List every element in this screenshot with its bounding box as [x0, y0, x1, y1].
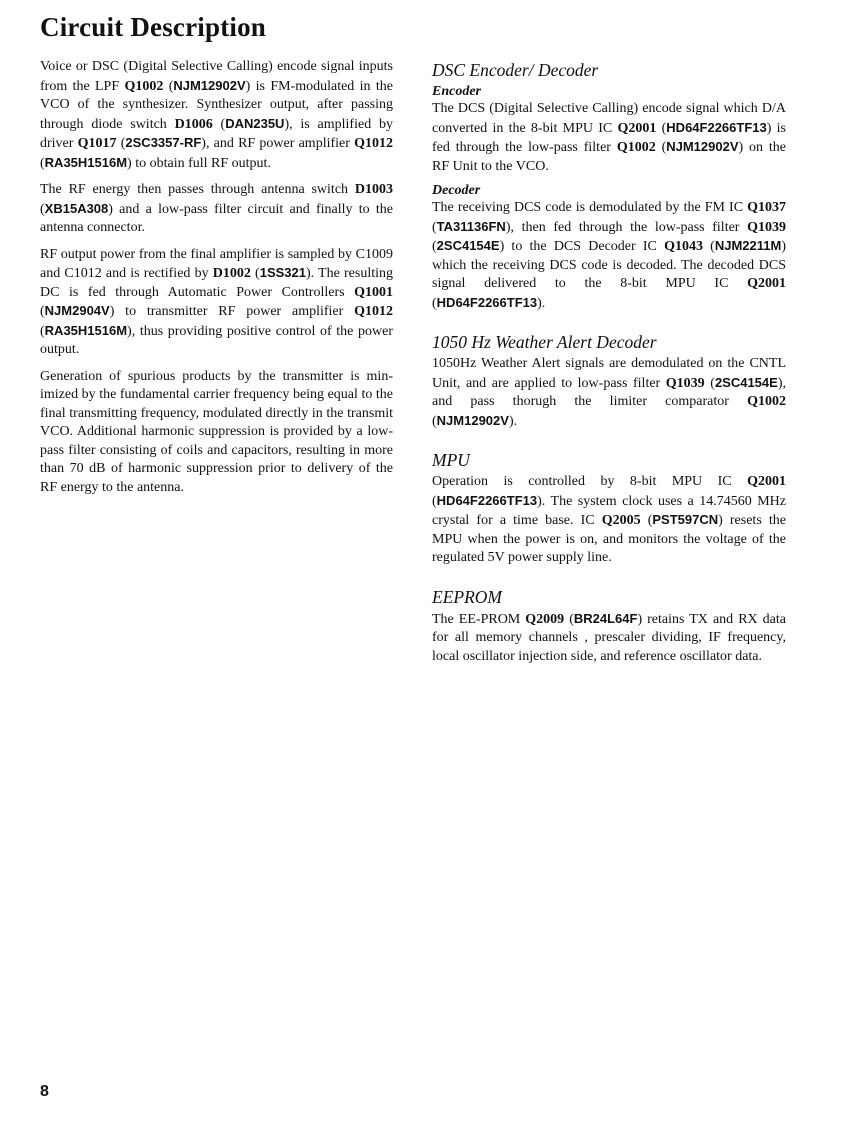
part-number: BR24L64F: [573, 610, 638, 626]
section-title: MPU: [432, 450, 470, 470]
text: (: [250, 266, 260, 281]
subsection-title-decoder: Decoder: [432, 183, 481, 198]
text: ). The system clock uses a 14.74560 MHz crystal for a time base. IC: [432, 493, 786, 528]
text: (: [40, 323, 45, 339]
text: (: [40, 201, 45, 217]
part-ref: D1006: [174, 116, 213, 132]
text: Voice or DSC (Digital Selective Calling) encode signal inputs from the LPF: [40, 59, 393, 94]
part-ref: Q1017: [77, 136, 117, 151]
part-number: NJM2211M: [714, 238, 782, 253]
text: Operation is controlled by 8-bit MPU IC: [432, 474, 748, 489]
part-ref: Q1039: [747, 219, 786, 235]
paragraph-spurious-suppression: Generation of spurious products by the transmitter is minimized by the fundamental carrier frequency being equal to the final transmitting frequency, modulated directly in the transmit VCO. Additional harmonic suppression is provided by a low-pass filter consisting of coils and capacitors, resulting in more than 70 dB of harmonic suppression prior to delivery of the RF energy to the antenna.: [40, 368, 393, 495]
text: RF output power from the final amplifier is sampled by C1009 and C1012 and is rectified by: [40, 246, 393, 281]
part-number: HD64F2266TF13: [436, 294, 538, 310]
part-ref: D1002: [212, 266, 251, 281]
text: The receiving DCS code is demodulated by the FM IC: [432, 200, 748, 215]
text: 1050Hz Weather Alert signals are demodulated on the CNTL Unit, and are applied to low-pass filter: [432, 356, 786, 391]
part-ref: Q2001: [747, 276, 786, 291]
part-ref: Q2001: [617, 120, 657, 136]
text: The EE-PROM: [432, 611, 526, 627]
part-number: HD64F2266TF13: [436, 492, 538, 508]
paragraph-encoder: [432, 100, 786, 176]
text: ) resets the MPU when the power is on, and monitors the voltage of the regulated 5V power supply line.: [432, 513, 786, 565]
left-column: [40, 58, 393, 505]
part-ref: Q1012: [354, 136, 393, 151]
right-column: [432, 59, 786, 684]
paragraph-decoder: [432, 199, 786, 313]
paragraph-antenna-switch: [40, 181, 393, 238]
text: (: [212, 116, 226, 132]
text: (: [40, 155, 45, 171]
text: ) is FM-modulated in the VCO of the synthesizer. Synthesizer output, after passing through diode switch: [40, 78, 393, 132]
part-ref: Q1002: [124, 78, 164, 94]
section-weather-alert-decoder: [432, 331, 786, 431]
part-ref: D1003: [354, 182, 393, 197]
text: (: [432, 219, 437, 235]
text: ) to transmitter RF power amplifier: [109, 304, 355, 319]
text: (: [432, 239, 437, 254]
part-number: 2SC4154E: [436, 238, 500, 253]
section-eeprom: [432, 586, 786, 667]
text: (: [656, 120, 667, 136]
part-number: RA35H1516M: [44, 154, 128, 170]
part-ref: Q1012: [354, 304, 393, 319]
text: ).: [537, 295, 546, 311]
part-number: 2SC4154E: [714, 374, 778, 390]
text: (: [163, 78, 174, 94]
part-ref: Q2001: [747, 474, 786, 489]
text: ) on the RF Unit to the VCO.: [432, 140, 786, 174]
part-number: HD64F2266TF13: [666, 119, 767, 135]
part-number: NJM2904V: [44, 303, 110, 318]
text: ). The resulting DC is fed through Automatic Power Controllers: [40, 266, 393, 300]
part-number: NJM12902V: [173, 77, 246, 93]
text: ), then fed through the low-pass filter: [505, 219, 748, 235]
text: (: [432, 413, 437, 429]
text: ).: [508, 413, 518, 429]
page-title: Circuit Description: [40, 12, 267, 42]
text: (: [116, 136, 126, 151]
section-dsc-encoder-decoder: [432, 59, 786, 313]
part-number: 2SC3357-RF: [125, 135, 202, 150]
text: ), and RF power amplifier: [201, 136, 355, 151]
text: ) and a low-pass filter circuit and finally to the antenna connector.: [40, 201, 393, 235]
part-ref: Q1002: [616, 140, 656, 155]
paragraph-eeprom: [432, 610, 786, 667]
paragraph-weather-alert: [432, 355, 786, 431]
paragraph-mpu: [432, 473, 786, 568]
text: ) is fed through the low-pass filter: [432, 120, 786, 155]
text: (: [40, 304, 45, 319]
paragraph-power-control: [40, 246, 393, 360]
section-title: EEPROM: [432, 586, 502, 607]
part-ref: Q1039: [665, 375, 705, 391]
subsection-title-encoder: Encoder: [432, 84, 481, 99]
text: ), is amplified by driver: [40, 116, 393, 151]
part-number: XB15A308: [44, 200, 109, 216]
text: (: [702, 239, 715, 254]
part-ref: Q1043: [664, 239, 703, 254]
section-title: DSC Encoder/ Decoder: [432, 60, 599, 80]
text: (: [704, 375, 715, 391]
part-ref: Q2005: [601, 513, 641, 528]
part-number: PST597CN: [652, 512, 719, 527]
part-number: TA31136FN: [436, 218, 506, 234]
page-number: 8: [40, 1083, 49, 1100]
text: ) retains TX and RX data for all memory channels , prescaler dividing, IF frequency, local oscillator injection side, and reference oscillator data.: [432, 611, 786, 664]
text: ) to the DCS Decoder IC: [499, 239, 665, 254]
section-mpu: [432, 449, 786, 568]
part-ref: Q1037: [747, 200, 786, 215]
text: (: [432, 493, 437, 509]
part-ref: Q1001: [354, 284, 393, 300]
part-number: NJM12902V: [666, 139, 739, 154]
text: (: [432, 295, 437, 311]
paragraph-transmit-signal-path: [40, 58, 393, 173]
part-number: RA35H1516M: [44, 322, 128, 338]
text: The RF energy then passes through antenna switch: [40, 182, 355, 197]
part-ref: Q2009: [525, 611, 565, 627]
text: The DCS (Digital Selective Calling) encode signal which D/A converted in the 8-bit MPU IC: [432, 101, 786, 136]
text: ), and pass thorugh the limiter comparator: [432, 375, 786, 409]
text: ) which the receiving DCS code is decoded. The decoded DCS signal delivered to the 8-bit MPU IC: [432, 239, 786, 291]
text: (: [640, 513, 653, 528]
text: ), thus providing positive control of the power output.: [40, 323, 393, 357]
text: (: [564, 611, 574, 627]
text: ) to obtain full RF output.: [127, 155, 271, 171]
part-number: 1SS321: [259, 265, 306, 280]
text: (: [655, 140, 667, 155]
part-number: DAN235U: [225, 115, 285, 131]
section-title: 1050 Hz Weather Alert Decoder: [432, 332, 657, 352]
part-number: NJM12902V: [436, 412, 509, 428]
part-ref: Q1002: [747, 394, 786, 409]
